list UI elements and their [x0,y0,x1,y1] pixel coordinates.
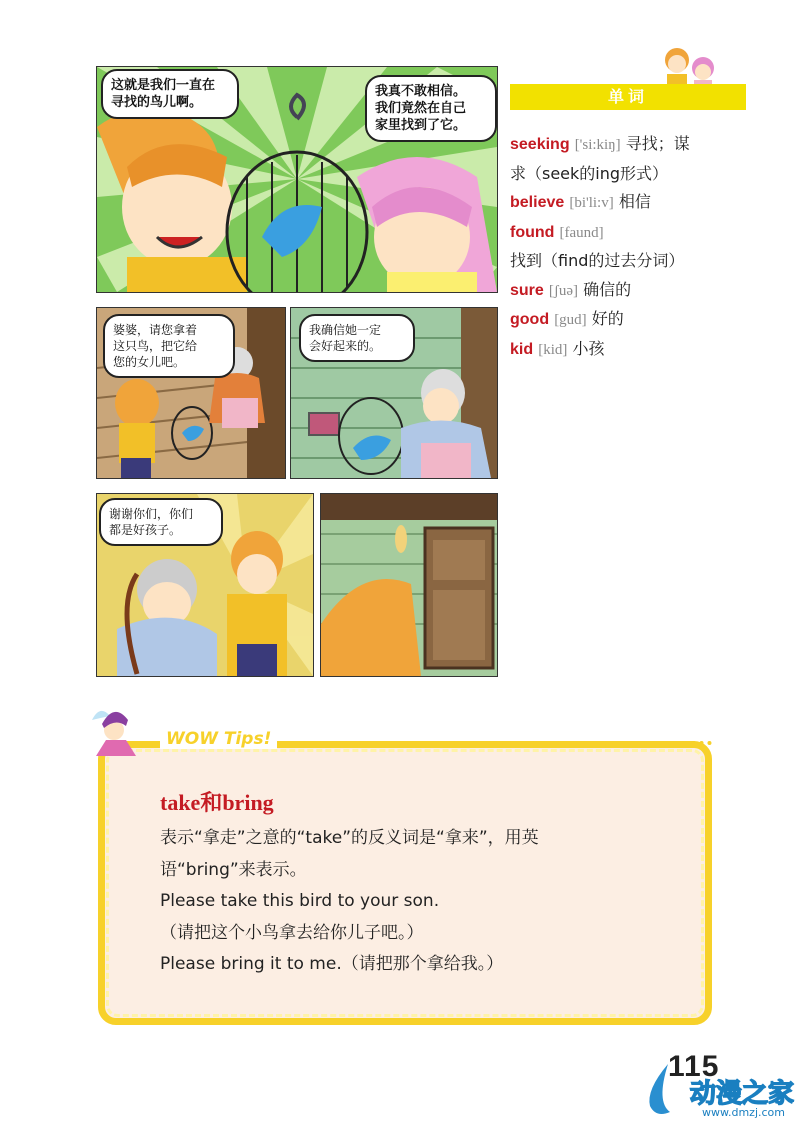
vocab-meaning: 寻找；谋 [625,134,690,153]
tips-title: take和bring [160,790,274,815]
watermark-url: www.dmzj.com [702,1106,785,1119]
vocab-phonetic: [ʃuə] [548,282,579,299]
vocab-entry-seeking [510,130,750,160]
vocab-word: sure [510,281,544,299]
vocab-phonetic: ['si:kiŋ] [574,137,621,153]
speech-bubble-thanks: 谢谢你们，你们 都是好孩子。 [99,498,223,546]
vocab-entry-found [510,218,750,248]
watermark-logo-text: 动漫之家 [690,1079,795,1109]
tips-dotted-rule [280,741,712,745]
comic-panel-2 [96,307,286,479]
vocab-phonetic: [gud] [554,312,587,328]
vocab-entry-kid [510,335,750,365]
vocab-header: 单词 [510,84,746,110]
vocab-meaning: 好的 [591,309,624,328]
vocab-entry-sure [510,276,750,306]
vocab-entry-found-cont [510,247,750,276]
vocab-meaning: 小孩 [572,338,605,358]
speech-bubble-girl: 我真不敢相信。 我们竟然在自己 家里找到了它。 [365,75,497,142]
vocab-word: seeking [510,136,570,153]
vocab-word: good [510,311,550,328]
tips-line: 表示“拿走”之意的“take”的反义词是“拿来”，用英 [160,828,539,848]
comic-panel-3 [290,307,498,479]
comic-panel-1 [96,66,498,293]
speech-bubble-boy: 这就是我们一直在 寻找的鸟儿啊。 [101,69,239,119]
panel-5-art [321,494,497,676]
vocab-meaning: 求（seek的ing形式） [510,163,669,183]
vocab-meaning: 找到（find的过去分词） [510,251,685,270]
speech-bubble-grandma-request: 婆婆，请您拿着 这只鸟，把它给 您的女儿吧。 [103,314,235,378]
tips-line: Please take this bird to your son. [160,891,440,911]
tips-line: （请把这个小鸟拿去给你儿子吧。） [160,922,424,943]
vocab-word: found [510,223,555,241]
vocab-meaning: 相信 [618,192,651,211]
vocab-phonetic: [faund] [559,224,604,241]
vocab-word: believe [510,194,565,211]
vocab-word: kid [510,340,534,358]
vocab-phonetic: [bi'li:v] [569,195,614,211]
vocab-entry-good [510,305,750,335]
comic-panel-4 [96,493,314,677]
vocab-meaning: 确信的 [583,279,632,299]
fairy-mascot-icon [84,700,154,760]
tips-line: Please bring it to me.（请把那个拿给我。） [160,954,504,974]
speech-bubble-sure: 我确信她一定 会好起来的。 [299,314,415,362]
tips-body [160,823,680,981]
vocab-phonetic: [kid] [538,341,568,358]
water-drop-logo-icon [640,1062,680,1118]
comic-panel-5 [320,493,498,677]
vocab-entry-seeking-cont [510,160,750,189]
vocab-entry-believe [510,188,750,218]
vocab-list [510,130,750,364]
page-number: 115 [668,1050,720,1083]
wow-tips-label: WOW Tips! [160,729,277,749]
tips-line: 语“bring”来表示。 [160,859,307,880]
